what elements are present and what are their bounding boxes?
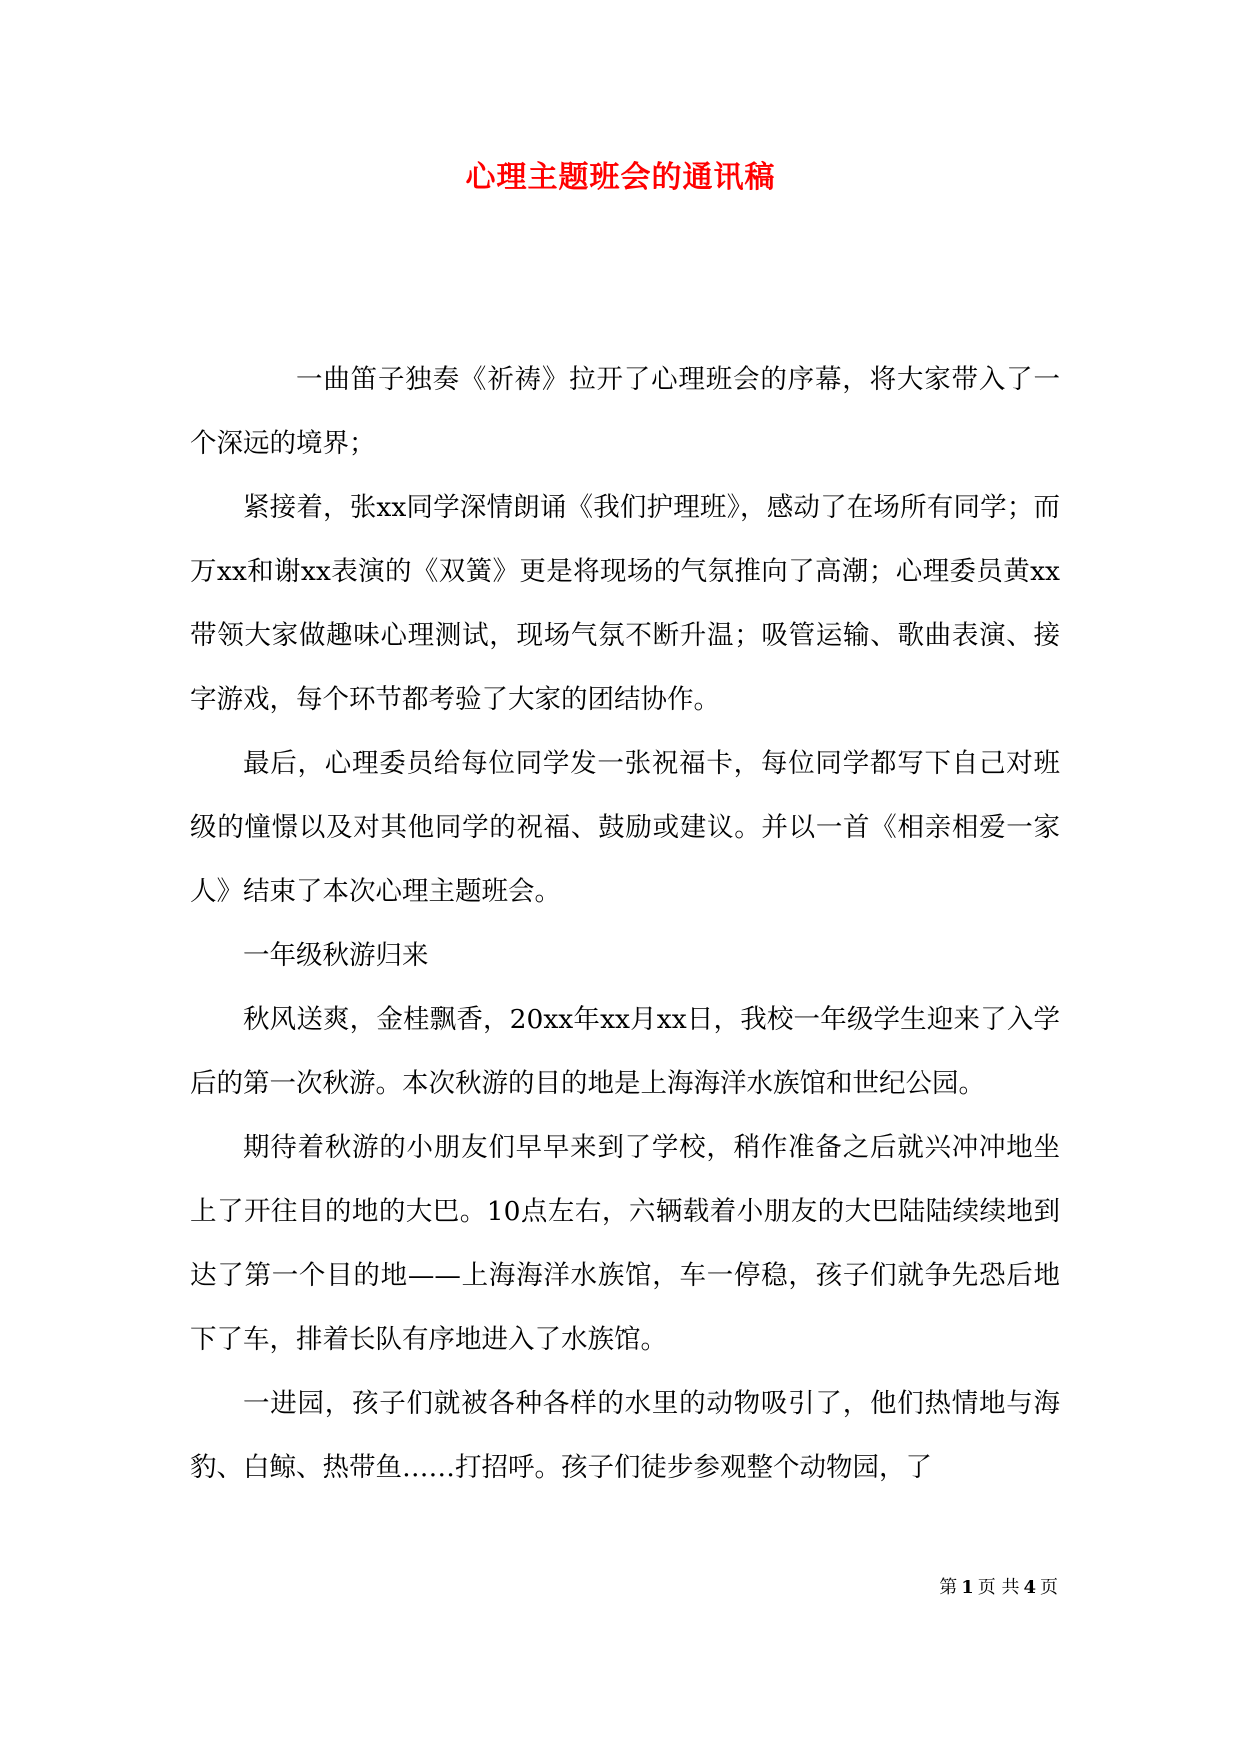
footer-middle: 页 共 — [977, 1577, 1020, 1598]
paragraph: 秋风送爽，金桂飘香，20xx年xx月xx日，我校一年级学生迎来了入学后的第一次秋游。本次秋游的目的地是上海海洋水族馆和世纪公园。 — [190, 1004, 1060, 1099]
paragraph: 一进园，孩子们就被各种各样的水里的动物吸引了，他们热情地与海豹、白鲸、热带鱼……打招呼。孩子们徒步参观整个动物园，了 — [190, 1388, 1060, 1483]
page-number: 1 — [961, 1577, 974, 1598]
footer-prefix: 第 — [939, 1577, 958, 1598]
paragraph: 一曲笛子独奏《祈祷》拉开了心理班会的序幕，将大家带入了一个深远的境界； — [190, 364, 1060, 459]
page-footer — [900, 1576, 1060, 1600]
total-pages: 4 — [1023, 1577, 1036, 1598]
document-body — [190, 348, 1060, 1500]
footer-suffix: 页 — [1040, 1577, 1058, 1598]
paragraph: 最后，心理委员给每位同学发一张祝福卡，每位同学都写下自己对班级的憧憬以及对其他同学的祝福、鼓励或建议。并以一首《相亲相爱一家人》结束了本次心理主题班会。 — [190, 748, 1060, 907]
section-heading: 一年级秋游归来 — [243, 940, 429, 971]
paragraph: 紧接着，张xx同学深情朗诵《我们护理班》，感动了在场所有同学；而万xx和谢xx表演的《双簧》更是将现场的气氛推向了高潮；心理委员黄xx带领大家做趣味心理测试，现场气氛不断升温；吸管运输、歌曲表演、接字游戏，每个环节都考验了大家的团结协作。 — [190, 492, 1060, 715]
page-title: 心理主题班会的通讯稿 — [465, 160, 776, 195]
paragraph: 期待着秋游的小朋友们早早来到了学校，稍作准备之后就兴冲冲地坐上了开往目的地的大巴。10点左右，六辆载着小朋友的大巴陆陆续续地到达了第一个目的地——上海海洋水族馆，车一停稳，孩子们就争先恐后地下了车，排着长队有序地进入了水族馆。 — [190, 1132, 1060, 1355]
